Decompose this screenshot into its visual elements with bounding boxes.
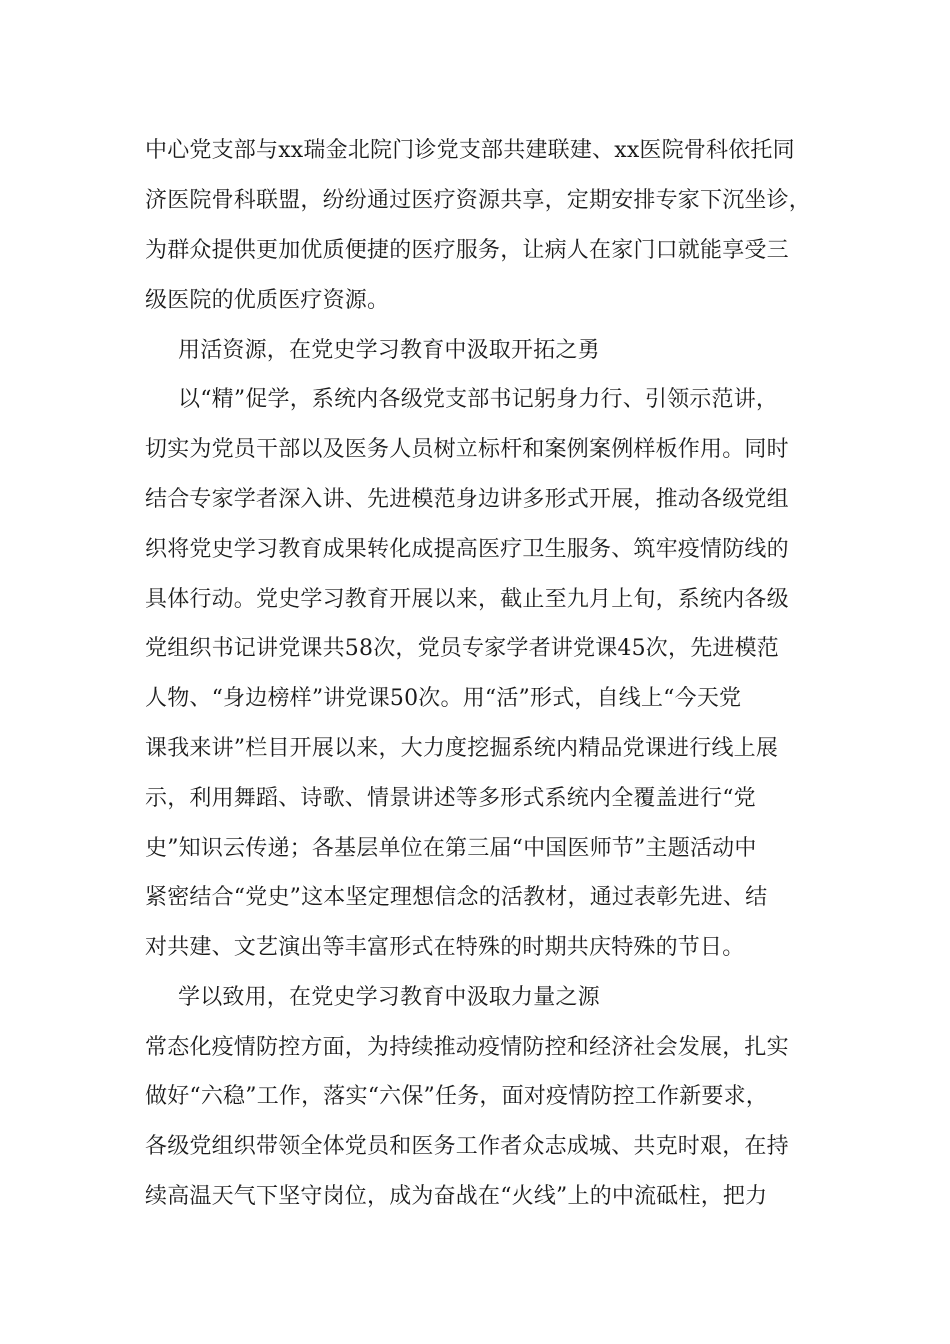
text-line: 做好“六稳”工作，落实“六保”任务，面对疫情防控工作新要求， [145,1084,768,1109]
text-line: 课我来讲”栏目开展以来，大力度挖掘系统内精品党课进行线上展 [145,736,779,761]
text-line: 史”知识云传递；各基层单位在第三届“中国医师节”主题活动中 [145,836,757,861]
text-line: 人物、“身边榜样”讲党课50次。用“活”形式，自线上“今天党 [145,686,742,711]
text-line: 对共建、文艺演出等丰富形式在特殊的时期共庆特殊的节日。 [145,935,745,960]
text-line: 为群众提供更加优质便捷的医疗服务，让病人在家门口就能享受三 [145,238,789,263]
text-line: 常态化疫情防控方面，为持续推动疫情防控和经济社会发展，扎实 [145,1035,789,1060]
text-line: 示，利用舞蹈、诗歌、情景讲述等多形式系统内全覆盖进行“党 [145,786,756,811]
text-line: 切实为党员干部以及医务人员树立标杆和案例案例样板作用。同时 [145,437,789,462]
text-line: 中心党支部与xx瑞金北院门诊党支部共建联建、xx医院骨科依托同 [145,138,795,163]
text-line: 织将党史学习教育成果转化成提高医疗卫生服务、筑牢疫情防线的 [145,537,789,562]
text-line: 级医院的优质医疗资源。 [145,288,390,313]
text-line: 济医院骨科联盟，纷纷通过医疗资源共享，定期安排专家下沉坐诊， [145,188,812,213]
text-line: 党组织书记讲党课共58次，党员专家学者讲党课45次，先进模范 [145,636,779,661]
text-line: 结合专家学者深入讲、先进模范身边讲多形式开展，推动各级党组 [145,487,789,512]
text-line: 各级党组织带领全体党员和医务工作者众志成城、共克时艰，在持 [145,1134,789,1159]
section-heading: 用活资源，在党史学习教育中汲取开拓之勇 [178,338,600,363]
text-line: 紧密结合“党史”这本坚定理想信念的活教材，通过表彰先进、结 [145,885,768,910]
text-line: 续高温天气下坚守岗位，成为奋战在“火线”上的中流砥柱，把力 [145,1184,768,1209]
section-heading: 学以致用，在党史学习教育中汲取力量之源 [178,985,600,1010]
text-line: 具体行动。党史学习教育开展以来，截止至九月上旬，系统内各级 [145,587,789,612]
text-line: 以“精”促学，系统内各级党支部书记躬身力行、引领示范讲， [178,387,779,412]
